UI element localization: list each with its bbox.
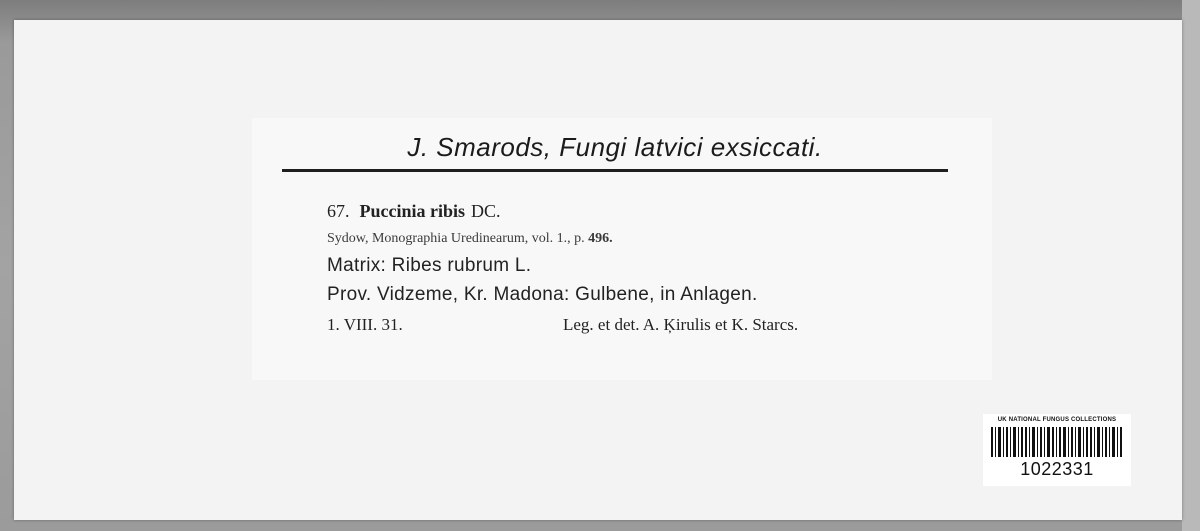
collectors-line: Leg. et det. A. Ķirulis et K. Starcs. xyxy=(563,315,799,334)
barcode-label xyxy=(983,414,1131,486)
species-name: Puccinia ribis xyxy=(359,201,466,221)
locality-line: Prov. Vidzeme, Kr. Madona: Gulbene, in Anlagen. xyxy=(327,284,758,305)
collection-date: 1. VIII. 31. xyxy=(327,315,403,334)
barcode-icon xyxy=(991,427,1123,457)
matrix-line: Matrix: Ribes rubrum L. xyxy=(327,255,532,276)
label-header: J. Smarods, Fungi latvici exsiccati. xyxy=(407,132,823,162)
header-rule xyxy=(282,169,948,172)
taxon-line xyxy=(327,201,501,222)
barcode-caption: UK NATIONAL FUNGUS COLLECTIONS xyxy=(997,417,1117,423)
reference-line xyxy=(327,231,613,247)
reference-page: 496. xyxy=(588,231,613,246)
barcode-number: 1022331 xyxy=(1020,459,1094,479)
specimen-number: 67. xyxy=(327,201,350,221)
scanner-edge xyxy=(1182,0,1200,531)
species-author: DC. xyxy=(471,201,501,221)
reference-text: Sydow, Monographia Uredinearum, vol. 1., p. xyxy=(327,231,585,246)
